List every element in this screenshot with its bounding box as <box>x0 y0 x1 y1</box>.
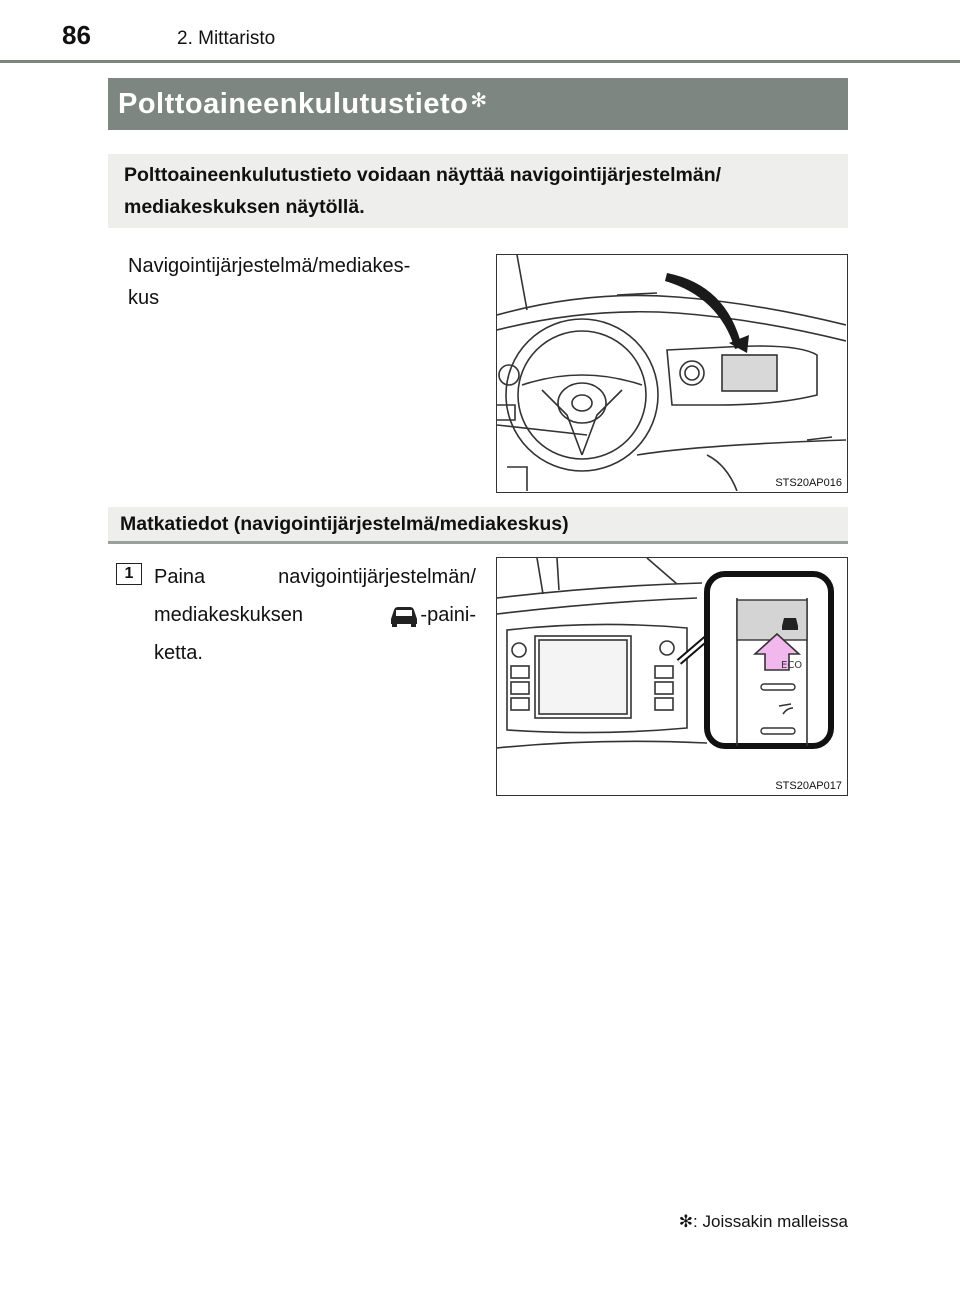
step-line-1 <box>154 558 476 596</box>
intro-text: Polttoaineenkulutustieto voidaan näyttää navigointijärjestelmän/ mediakeskuksen näytöllä. <box>124 164 722 218</box>
dashboard-drawing <box>497 255 846 491</box>
figure1-label <box>128 250 468 314</box>
car-icon <box>388 604 420 628</box>
chapter-title: 2. Mittaristo <box>177 28 276 49</box>
step-button-ref <box>388 596 476 634</box>
intro-box <box>108 154 848 228</box>
svg-text:ECO: ECO <box>781 660 803 671</box>
dashboard-illustration <box>496 254 848 493</box>
media-unit-drawing <box>497 558 846 794</box>
asterisk-marker: ✻ <box>470 90 488 112</box>
subsection-bar <box>108 507 848 544</box>
figure1-label-line2: kus <box>128 287 160 309</box>
footnote-marker: ✻ <box>678 1212 694 1231</box>
media-unit-illustration <box>496 557 848 796</box>
step-line-3: ketta. <box>154 642 203 664</box>
step-line-2 <box>154 596 476 634</box>
step-number: 1 <box>116 563 142 585</box>
page-number: 86 <box>62 20 91 50</box>
section-title <box>118 88 488 121</box>
step-word-nav: navigointijärjestelmän/ <box>278 566 476 588</box>
step-word-paini: -paini- <box>420 604 476 626</box>
step-word-media: mediakeskuksen <box>154 604 303 626</box>
step-instruction <box>154 558 476 672</box>
step-word-paina: Paina <box>154 566 206 588</box>
header-rule <box>0 60 960 63</box>
section-title-bar <box>108 78 848 130</box>
figure2-code: STS20AP017 <box>775 780 842 792</box>
figure1-label-line1: Navigointijärjestelmä/mediakes- <box>128 255 411 277</box>
section-title-text: Polttoaineenkulutustieto <box>118 88 469 120</box>
footnote <box>679 1212 848 1232</box>
footnote-text: : Joissakin malleissa <box>693 1212 848 1231</box>
figure1-code: STS20AP016 <box>775 477 842 489</box>
subsection-title: Matkatiedot (navigointijärjestelmä/mediakeskus) <box>120 513 569 535</box>
